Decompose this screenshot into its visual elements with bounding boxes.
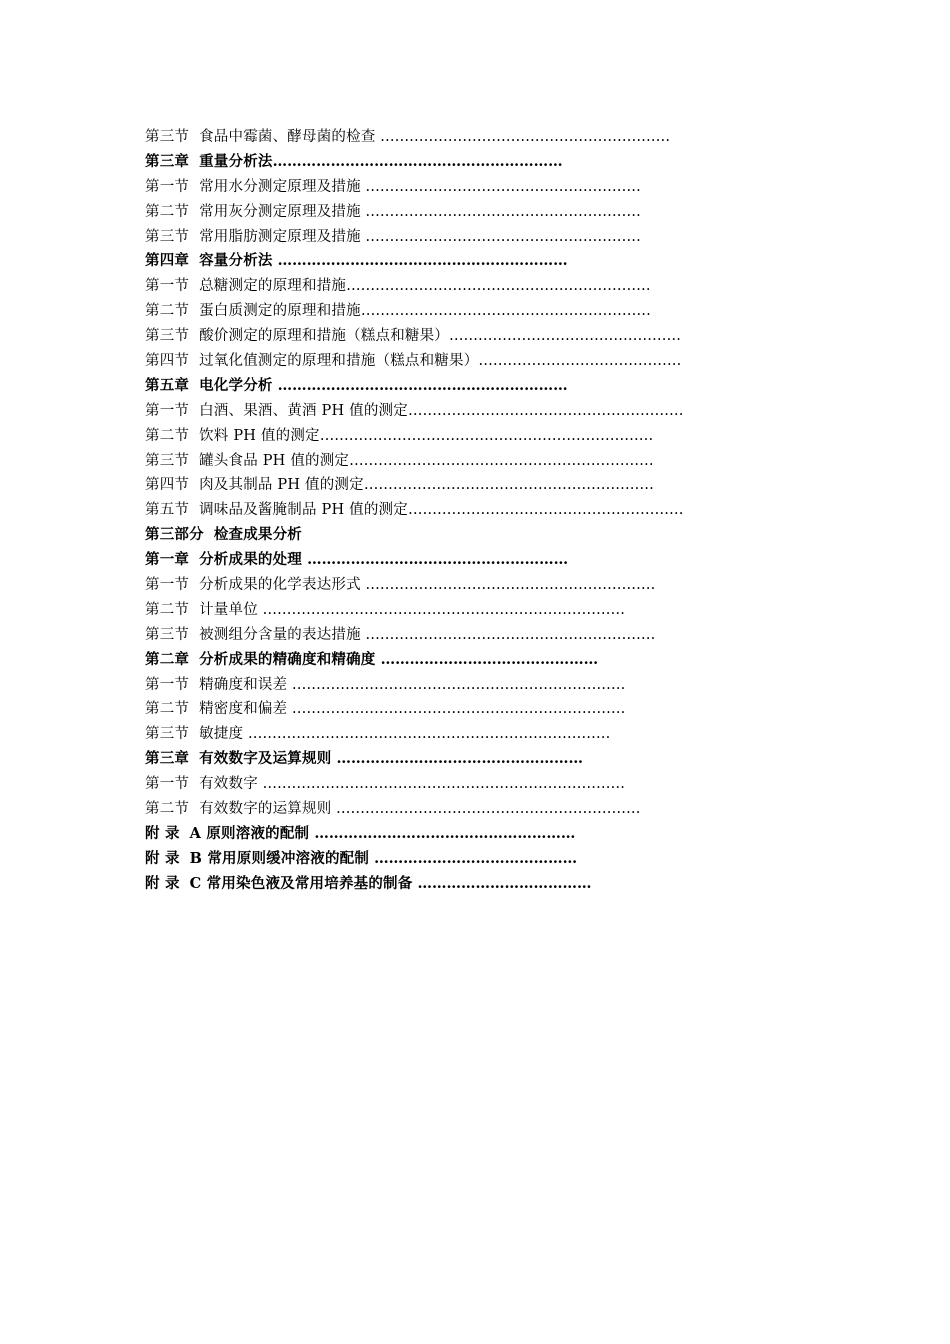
toc-title: 罐头食品 PH 值的测定 xyxy=(199,452,350,469)
toc-label: 第一节 xyxy=(145,776,190,793)
toc-entry xyxy=(145,449,795,474)
toc-leader: ………………………………………… xyxy=(449,328,682,345)
toc-label: 第三节 xyxy=(145,452,190,469)
toc-entry xyxy=(145,623,795,648)
toc-heading xyxy=(145,548,795,573)
toc-leader: ………………………………………………… xyxy=(360,178,641,195)
toc-leader: ………………………………………………… xyxy=(360,228,641,245)
toc-label: 附 录 xyxy=(145,824,180,842)
toc-title: 分析成果的化学表达形式 xyxy=(199,577,361,594)
toc-leader: …………………………………………… xyxy=(331,750,583,768)
toc-leader: …………………………………………………… xyxy=(360,303,651,320)
toc-label: 第一节 xyxy=(145,676,190,693)
toc-label: 第一节 xyxy=(145,278,190,295)
toc-label: 第二节 xyxy=(145,701,190,718)
toc-leader: …………………………………… xyxy=(478,353,682,370)
toc-entry xyxy=(145,299,795,324)
toc-entry xyxy=(145,498,795,523)
toc-title: 酸价测定的原理和措施（糕点和糖果） xyxy=(199,328,450,345)
toc-title: 有效数字 xyxy=(199,776,258,793)
toc-entry xyxy=(145,274,795,299)
toc-label: 第一章 xyxy=(145,551,190,569)
toc-heading xyxy=(145,150,795,175)
toc-entry xyxy=(145,598,795,623)
toc-entry xyxy=(145,125,795,150)
toc-title: 分析成果的精确度和精确度 xyxy=(199,650,376,668)
toc-title: 有效数字的运算规则 xyxy=(199,801,332,818)
toc-entry xyxy=(145,399,795,424)
toc-title: 常用脂肪测定原理及措施 xyxy=(199,228,361,245)
table-of-contents xyxy=(145,125,795,897)
toc-title: 精密度和偏差 xyxy=(199,701,288,718)
toc-label: 第三章 xyxy=(145,750,190,768)
toc-title: 调味品及酱腌制品 PH 值的测定 xyxy=(199,502,408,519)
toc-label: 第三章 xyxy=(145,152,190,170)
toc-title: 常用灰分测定原理及措施 xyxy=(199,203,361,220)
toc-label: 第三节 xyxy=(145,228,190,245)
toc-title: 容量分析法 xyxy=(199,252,273,270)
toc-label: 第一节 xyxy=(145,402,190,419)
toc-heading xyxy=(145,374,795,399)
toc-entry xyxy=(145,797,795,822)
toc-title: 白酒、果酒、黄酒 PH 值的测定 xyxy=(199,402,408,419)
toc-entry xyxy=(145,424,795,449)
toc-leader: …………………………………………………… xyxy=(375,129,671,145)
toc-leader: ……………………………………………… xyxy=(309,824,576,842)
toc-label: 第二节 xyxy=(145,601,190,618)
toc-label: 第四节 xyxy=(145,477,190,494)
toc-title: 蛋白质测定的原理和措施 xyxy=(199,303,361,320)
toc-leader: …………………………………………………… xyxy=(360,577,656,594)
toc-label: 第二节 xyxy=(145,303,190,320)
toc-leader: …………………………………………………… xyxy=(272,376,568,394)
toc-leader: …………………………………………………………… xyxy=(287,701,626,718)
toc-title: 分析成果的处理 xyxy=(199,551,303,569)
toc-label: 第三节 xyxy=(145,328,190,345)
toc-title: 总糖测定的原理和措施 xyxy=(199,278,347,295)
toc-entry xyxy=(145,200,795,225)
toc-leader: ………………………………………………… xyxy=(407,402,684,419)
toc-label: 第二章 xyxy=(145,650,190,668)
toc-leader: …………………………………………………… xyxy=(363,477,654,494)
toc-leader: …………………………………………………………… xyxy=(287,676,626,693)
toc-leader: ……………………………………………………… xyxy=(349,452,654,469)
toc-title: 被测组分含量的表达措施 xyxy=(199,626,361,643)
toc-entry xyxy=(145,175,795,200)
toc-heading xyxy=(145,523,795,548)
toc-title: 检查成果分析 xyxy=(213,526,303,544)
toc-label: 第二节 xyxy=(145,801,190,818)
toc-leader: ………………………………………………………………… xyxy=(257,601,626,618)
toc-entry xyxy=(145,673,795,698)
toc-label: 第二节 xyxy=(145,203,190,220)
toc-heading xyxy=(145,747,795,772)
toc-leader: ……………………………………………………… xyxy=(331,801,641,818)
toc-entry xyxy=(145,349,795,374)
toc-leader: ………………………………………………………………… xyxy=(243,726,611,743)
toc-title: 敏捷度 xyxy=(199,726,244,743)
toc-heading xyxy=(145,648,795,673)
toc-heading xyxy=(145,822,795,847)
toc-label: 第五节 xyxy=(145,502,190,519)
toc-leader: ………………………………………………………………… xyxy=(257,776,626,793)
toc-leader: ………………………………………………… xyxy=(360,203,641,220)
toc-leader: …………………………………………………… xyxy=(272,252,568,270)
toc-title: 常用水分测定原理及措施 xyxy=(199,178,361,195)
toc-entry xyxy=(145,473,795,498)
toc-entry xyxy=(145,225,795,250)
toc-leader: ……………………………… xyxy=(412,874,592,892)
toc-title: 重量分析法 xyxy=(199,152,273,170)
toc-label: 第四节 xyxy=(145,353,190,370)
toc-leader: …………………………………………………… xyxy=(360,626,656,643)
toc-label: 第三节 xyxy=(145,726,190,743)
toc-title: 电化学分析 xyxy=(199,376,273,394)
toc-entry xyxy=(145,573,795,598)
toc-title: 有效数字及运算规则 xyxy=(199,750,332,768)
toc-label: 附 录 xyxy=(145,874,180,892)
toc-leader: ……………………………………………… xyxy=(302,551,569,569)
toc-title: 饮料 PH 值的测定 xyxy=(199,427,320,444)
toc-title: 食品中霉菌、酵母菌的检查 xyxy=(199,129,376,145)
toc-label: 第三部分 xyxy=(145,526,204,544)
toc-title: 过氧化值测定的原理和措施（糕点和糖果） xyxy=(199,353,479,370)
toc-leader: …………………………………………………… xyxy=(272,152,563,170)
toc-title: A 原则溶液的配制 xyxy=(189,824,310,842)
toc-entry xyxy=(145,697,795,722)
toc-leader: ……………………………………… xyxy=(375,650,599,668)
toc-label: 第二节 xyxy=(145,427,190,444)
toc-heading xyxy=(145,249,795,274)
toc-title: 计量单位 xyxy=(199,601,258,618)
toc-label: 第一节 xyxy=(145,178,190,195)
toc-label: 第三节 xyxy=(145,626,190,643)
toc-label: 第一节 xyxy=(145,577,190,594)
toc-entry xyxy=(145,722,795,747)
toc-label: 第五章 xyxy=(145,376,190,394)
toc-leader: …………………………………… xyxy=(369,849,578,867)
toc-leader: ……………………………………………………… xyxy=(346,278,651,295)
toc-label: 第四章 xyxy=(145,252,190,270)
toc-entry xyxy=(145,772,795,797)
toc-label: 第三节 xyxy=(145,129,190,145)
toc-entry xyxy=(145,324,795,349)
toc-title: 肉及其制品 PH 值的测定 xyxy=(199,477,364,494)
toc-leader: ………………………………………………… xyxy=(407,502,684,519)
toc-heading xyxy=(145,847,795,872)
toc-title: B 常用原则缓冲溶液的配制 xyxy=(189,849,370,867)
toc-heading xyxy=(145,872,795,897)
toc-label: 附 录 xyxy=(145,849,180,867)
toc-leader: …………………………………………………………… xyxy=(319,427,654,444)
toc-title: 精确度和误差 xyxy=(199,676,288,693)
toc-title: C 常用染色液及常用培养基的制备 xyxy=(189,874,413,892)
